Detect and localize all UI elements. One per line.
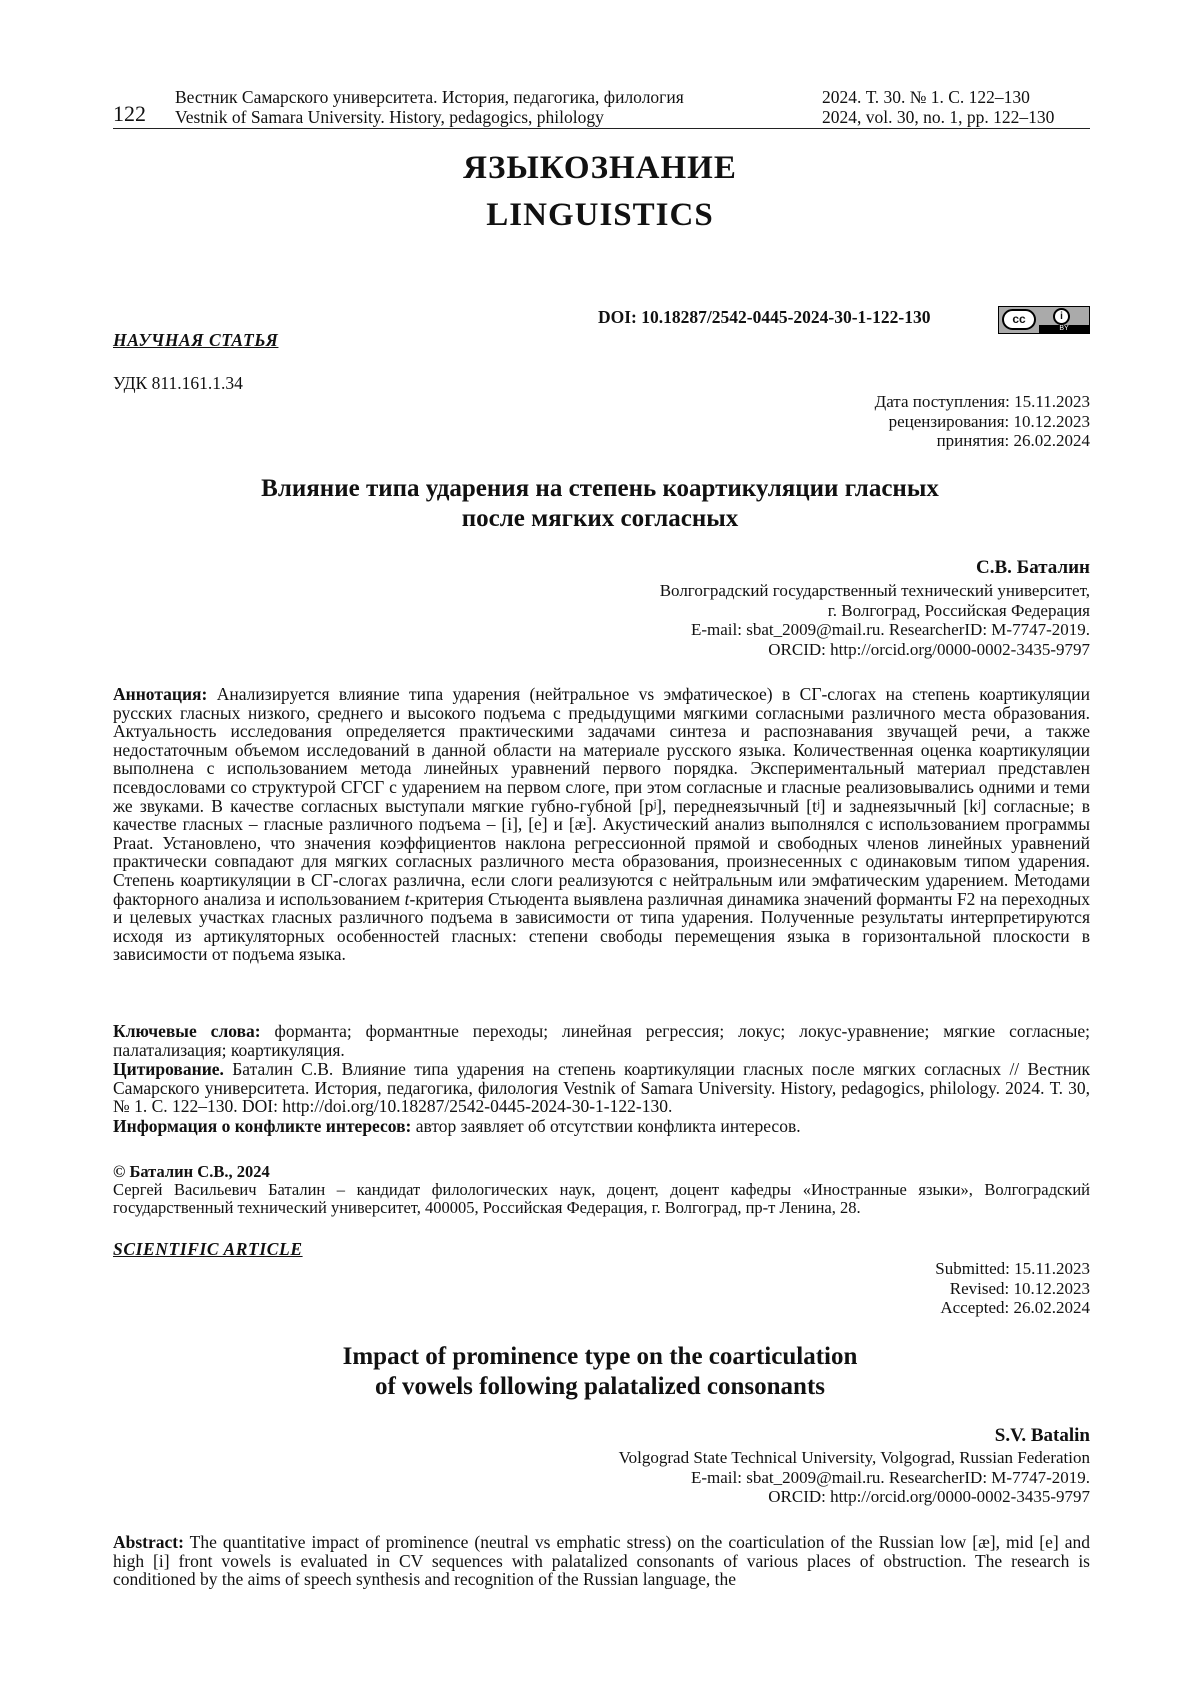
abstract-ru — [113, 685, 1090, 964]
conflict-text: автор заявляет об отсутствии конфликта интересов. — [411, 1116, 801, 1136]
conflict-of-interest — [113, 1117, 1090, 1136]
title-en-line2: of vowels following palatalized consonants — [374, 1373, 826, 1400]
cc-icon: cc — [1002, 309, 1036, 330]
author-ru: С.В. Баталин — [976, 557, 1090, 578]
attribution-person-icon: i — [1053, 308, 1070, 325]
abstract-en — [113, 1533, 1090, 1589]
article-title-en — [0, 1342, 1200, 1402]
article-title-ru — [0, 474, 1200, 534]
date-accepted-en: Accepted: 26.02.2024 — [940, 1298, 1090, 1317]
email-en[interactable]: E-mail: sbat_2009@mail.ru. ResearcherID: M-7747-2019. — [690, 1467, 1090, 1487]
affiliation-ru — [660, 581, 1090, 659]
copyright: © Баталин С.В., 2024 — [113, 1162, 270, 1181]
date-received: Дата поступления: 15.11.2023 — [874, 392, 1090, 411]
issue-en: 2024, vol. 30, no. 1, pp. 122–130 — [822, 107, 1055, 127]
citation-text: Баталин С.В. Влияние типа ударения на степень коартикуляции гласных после мягких согласных // Вестник Самарского университета. История, педагогика, филология Vestnik of Samara University. History, pedagogics, philology. 2024. Т. 30, № 1. С. 122–130. DOI: http://doi.org/10.18287/2542-0445-2024-30-1-122-130. — [113, 1059, 1090, 1117]
citation-label: Цитирование. — [113, 1059, 224, 1079]
udk: УДК 811.161.1.34 — [113, 373, 243, 393]
dates-en — [935, 1259, 1090, 1318]
orcid-ru[interactable]: ORCID: http://orcid.org/0000-0002-3435-9797 — [768, 639, 1090, 659]
journal-title-ru: Вестник Самарского университета. История, педагогика, филология — [175, 87, 684, 107]
affiliation-en — [619, 1448, 1090, 1507]
issue-ru: 2024. Т. 30. № 1. С. 122–130 — [822, 87, 1030, 107]
abstract-text-en: The quantitative impact of prominence (neutral vs emphatic stress) on the coarticulation of the Russian low [æ], mid [e] and high [i] front vowels is evaluated in CV sequences with palatalized consonants of various places of obstruction. The research is conditioned by the aims of speech synthesis and recognition of the Russian language, the — [113, 1532, 1090, 1590]
date-submitted: Submitted: 15.11.2023 — [935, 1259, 1090, 1278]
citation — [113, 1060, 1090, 1116]
abstract-text-ru-2: -критерия Стьюдента выявлена различная динамика значений форманты F2 на переходных и целевых участках гласных различного подъема в зависимости от типа ударения. Полученные результаты интерпретируются исходя из артикуляторных особенностей гласных: степени свободы перемещения языка в горизонтальной плоскости в зависимости от подъема языка. — [113, 888, 1090, 965]
journal-title-en: Vestnik of Samara University. History, pedagogics, philology — [175, 107, 604, 127]
affiliation-ru-line: Волгоградский государственный технический университет, — [659, 581, 1090, 600]
author-en: S.V. Batalin — [994, 1425, 1090, 1446]
title-ru-line1: Влияние типа ударения на степень коартикуляции гласных — [261, 475, 939, 502]
abstract-label-en: Abstract: — [113, 1532, 184, 1552]
by-label: BY — [1039, 325, 1089, 333]
title-en-line1: Impact of prominence type on the coarticulation — [342, 1343, 858, 1370]
section-title-ru: ЯЗЫКОЗНАНИЕ — [463, 150, 737, 186]
author-info: Сергей Васильевич Баталин – кандидат филологических наук, доцент, доцент кафедры «Иностранные языки», Волгоградский государственный технический университет, 400005, Российская Федерация, г. Волгоград, пр-т Ленина, 28. — [113, 1180, 1090, 1217]
header-rule — [113, 128, 1090, 129]
date-revised: Revised: 10.12.2023 — [949, 1278, 1090, 1298]
abstract-t: t — [404, 888, 410, 909]
date-accepted: принятия: 26.02.2024 — [936, 431, 1090, 450]
cc-by-license-badge[interactable] — [998, 306, 1090, 334]
article-type-en: SCIENTIFIC ARTICLE — [113, 1239, 303, 1259]
abstract-text-ru: Анализируется влияние типа ударения (нейтральное vs эмфатическое) в СГ-слогах на степень коартикуляции русских гласных низкого, среднего и высокого подъема с предыдущими мягкими согласными различного места образования. Актуальность исследования определяется практическими задачами синтеза и распознавания звучащей речи, а также недостаточным объемом исследований в данной области на материале русского языка. Количественная оценка коартикуляции выполнена с использованием метода линейных уравнений первого порядка. Экспериментальный материал представлен псевдословами со структурой СГСГ с ударением на первом слоге, при этом согласные и гласные реализовывались одними и теми же звуками. В качестве согласных выступали мягкие губно-губной [pʲ], переднеязычный [tʲ] и заднеязычный [kʲ] согласные; в качестве гласных – гласные различного подъема – [i], [e] и [æ]. Акустический анализ выполнялся с использованием программы Praat. Установлено, что значения коэффициентов наклона регрессионной прямой и свободных членов линейных уравнений практически совпадают для мягких согласных различного места образования, произнесенных с одинаковым типом ударения. Степень коартикуляции в СГ-слогах различна, если слоги реализуются с нейтральным или эмфатическим ударением. Методами факторного анализа и использованием — [113, 684, 1090, 909]
article-type-ru: НАУЧНАЯ СТАТЬЯ — [113, 330, 279, 350]
section-title-en: LINGUISTICS — [486, 197, 714, 233]
date-reviewed: рецензирования: 10.12.2023 — [888, 411, 1090, 431]
email-ru[interactable]: E-mail: sbat_2009@mail.ru. ResearcherID: M-7747-2019. — [690, 620, 1090, 639]
title-ru-line2: после мягких согласных — [461, 505, 739, 532]
keywords-text: форманта; формантные переходы; линейная регрессия; локус; локус-уравнение; мягкие согласные; палатализация; коартикуляция. — [113, 1021, 1090, 1060]
keywords-ru — [113, 1022, 1090, 1059]
keywords-label: Ключевые слова: — [113, 1021, 261, 1041]
orcid-en[interactable]: ORCID: http://orcid.org/0000-0002-3435-9797 — [768, 1487, 1090, 1506]
conflict-label: Информация о конфликте интересов: — [113, 1116, 412, 1136]
affiliation-ru-line: г. Волгоград, Российская Федерация — [827, 600, 1090, 620]
abstract-label-ru: Аннотация: — [113, 684, 208, 704]
doi[interactable]: DOI: 10.18287/2542-0445-2024-30-1-122-130 — [598, 307, 931, 327]
page-number: 122 — [113, 101, 146, 126]
affiliation-en-line: Volgograd State Technical University, Volgograd, Russian Federation — [618, 1448, 1090, 1467]
dates-ru — [875, 392, 1090, 451]
